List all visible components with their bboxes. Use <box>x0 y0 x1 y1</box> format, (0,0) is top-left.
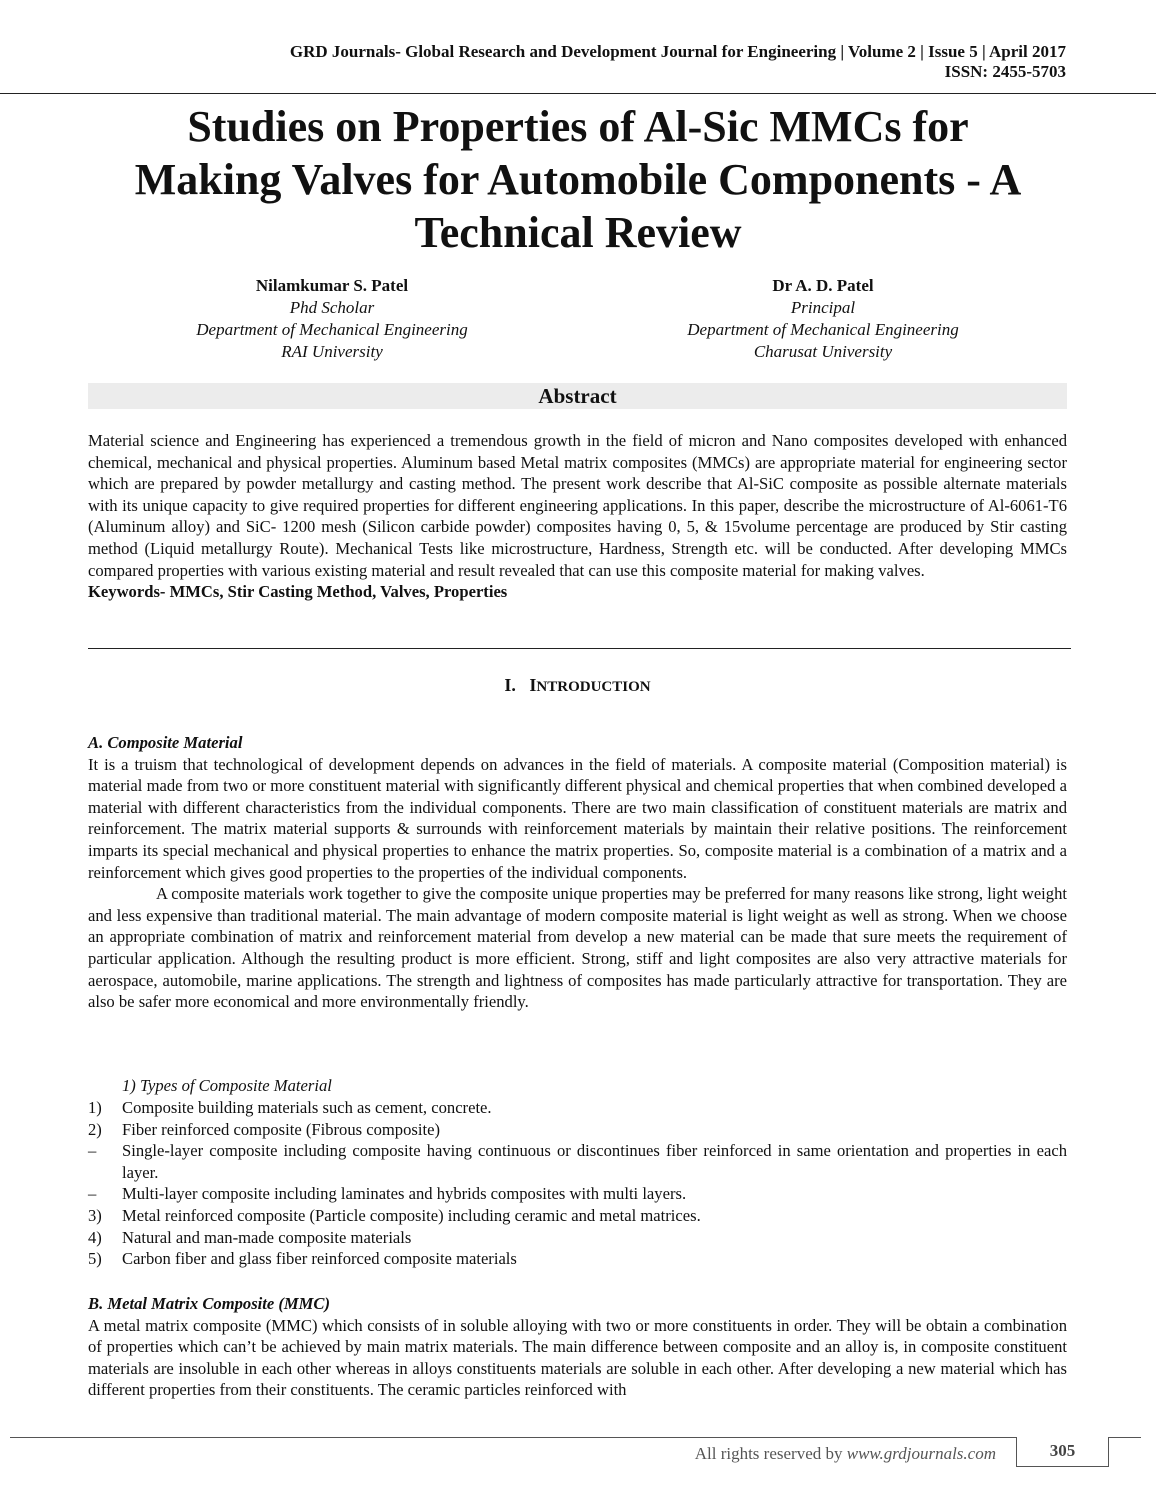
list-item <box>88 1227 1067 1249</box>
abstract-body <box>88 430 1067 603</box>
page-number: 305 <box>1016 1437 1109 1467</box>
section-heading-introduction <box>88 675 1067 696</box>
author-department: Department of Mechanical Engineering <box>687 320 959 339</box>
list-item-text: Carbon fiber and glass fiber reinforced composite materials <box>122 1249 517 1269</box>
paragraph: A metal matrix composite (MMC) which consists of in soluble alloying with two or more constituents in order. They will be obtain a combination of properties which can’t be achieved by main matrix materials. The main difference between composite and an alloy is, in composite constituent materials are insoluble in each other whereas in alloys constituents materials are soluble in each other. After developing a new material which has different properties from their constituents. The ceramic particles reinforced with <box>88 1315 1067 1400</box>
list-item <box>88 1205 1067 1227</box>
list-item-text: Natural and man-made composite materials <box>122 1227 412 1247</box>
types-list <box>88 1097 1067 1270</box>
list-item-text: Single-layer composite including composite having continuous or discontinues fiber reinforced in same orientation and properties in each layer. <box>122 1141 1067 1182</box>
paragraph: It is a truism that technological of development depends on advances in the field of materials. A composite material (Composition material) is material made from two or more constituent material with significantly different physical and chemical properties that when combined developed a material with different characteristics from the individual components. There are two main classification of constituent materials are matrix and reinforcement. The matrix material supports & surrounds with reinforcement materials by maintain their relative positions. The reinforcement imparts its special mechanical and physical properties to enhance the matrix properties. So, composite material is a combination of a matrix and a reinforcement which gives good properties to the properties of the individual components. <box>88 754 1067 882</box>
website-link[interactable]: www.grdjournals.com <box>846 1444 996 1463</box>
subsection-heading: A. Composite Material <box>88 733 243 752</box>
abstract-heading: Abstract <box>88 383 1067 409</box>
footer-rule-tail <box>1109 1437 1141 1438</box>
issn: ISSN: 2455-5703 <box>944 62 1066 81</box>
section-number: I. <box>504 675 516 695</box>
author-name: Dr A. D. Patel <box>772 276 874 295</box>
list-marker: – <box>88 1141 97 1161</box>
footer-rule <box>10 1437 1016 1438</box>
rights-text: All rights reserved by <box>694 1444 847 1463</box>
section-first-letter: I <box>529 675 537 695</box>
list-item-text: Multi-layer composite including laminates and hybrids composites with multi layers. <box>122 1184 687 1204</box>
types-heading: 1) Types of Composite Material <box>122 1076 332 1095</box>
author-2 <box>603 275 1043 363</box>
subsection-heading: B. Metal Matrix Composite (MMC) <box>88 1294 331 1313</box>
title-line-2: Making Valves for Automobile Components - A <box>134 155 1022 204</box>
subsection-metal-matrix-composite <box>88 1293 1067 1401</box>
abstract-paragraph: Material science and Engineering has experienced a tremendous growth in the field of micron and Nano composites developed with enhanced chemical, mechanical and physical properties. Aluminum based Metal matrix composites (MMCs) are appropriate material for engineering sector which are prepared by powder metallurgy and casting method. The present work describe that Al-SiC composite as possible alternate materials with its unique capacity to give required properties for different engineering applications. In this paper, describe the microstructure of Al-6061-T6 (Aluminum alloy) and SiC- 1200 mesh (Silicon carbide powder) composites having 0, 5, & 15volume percentage are produced by Stir casting method (Liquid metallurgy Route). Mechanical Tests like microstructure, Hardness, Strength etc. will be conducted. After developing MMCs compared properties with various existing material and result revealed that can use this composite material for making valves. <box>88 431 1067 580</box>
list-item <box>88 1097 1067 1119</box>
header-rule <box>0 93 1156 94</box>
list-marker: 5) <box>88 1249 102 1269</box>
author-1 <box>112 275 552 363</box>
subsection-composite-material <box>88 732 1067 1013</box>
paragraph: A composite materials work together to give the composite unique properties may be preferred for many reasons like strong, light weight and less expensive than traditional material. The main advantage of modern composite material is light weight as well as strong. When we choose an appropriate combination of matrix and reinforcement material from develop a new material can be made that sure meets the requirement of particular application. Although the resulting product is more efficient. Strong, stiff and light composites are also very attractive materials for aerospace, automobile, marine applications. The strength and lightness of composites has made particularly attractive for transportation. They are also be safer more economical and more environmentally friendly. <box>88 884 1067 1012</box>
list-item <box>88 1119 1067 1141</box>
title-line-3: Technical Review <box>414 208 742 257</box>
list-marker: – <box>88 1184 97 1204</box>
author-affiliation: Charusat University <box>753 342 893 361</box>
section-title-rest: NTRODUCTION <box>536 679 651 695</box>
list-marker: 1) <box>88 1098 102 1117</box>
journal-header <box>290 42 1066 82</box>
list-marker: 3) <box>88 1205 102 1225</box>
author-affiliation: RAI University <box>281 342 383 361</box>
author-role: Principal <box>790 298 856 317</box>
list-item-text: Composite building materials such as cement, concrete. <box>122 1098 492 1117</box>
list-marker: 2) <box>88 1119 102 1139</box>
keywords: Keywords- MMCs, Stir Casting Method, Valves, Properties <box>88 582 508 602</box>
list-marker: 4) <box>88 1227 102 1247</box>
list-item <box>88 1140 1067 1183</box>
author-name: Nilamkumar S. Patel <box>255 276 409 295</box>
list-item <box>88 1248 1067 1270</box>
section-divider <box>88 648 1071 649</box>
author-department: Department of Mechanical Engineering <box>196 320 468 339</box>
author-role: Phd Scholar <box>289 298 375 317</box>
paper-title <box>60 100 1096 259</box>
journal-name: GRD Journals- Global Research and Development Journal for Engineering | Volume 2 | Issue 5 | April 2017 <box>289 42 1066 61</box>
list-item-text: Metal reinforced composite (Particle composite) including ceramic and metal matrices. <box>122 1205 701 1225</box>
list-item-text: Fiber reinforced composite (Fibrous composite) <box>122 1119 440 1139</box>
list-item <box>88 1183 1067 1205</box>
title-line-1: Studies on Properties of Al-Sic MMCs for <box>187 102 969 151</box>
footer-rights <box>695 1444 996 1464</box>
